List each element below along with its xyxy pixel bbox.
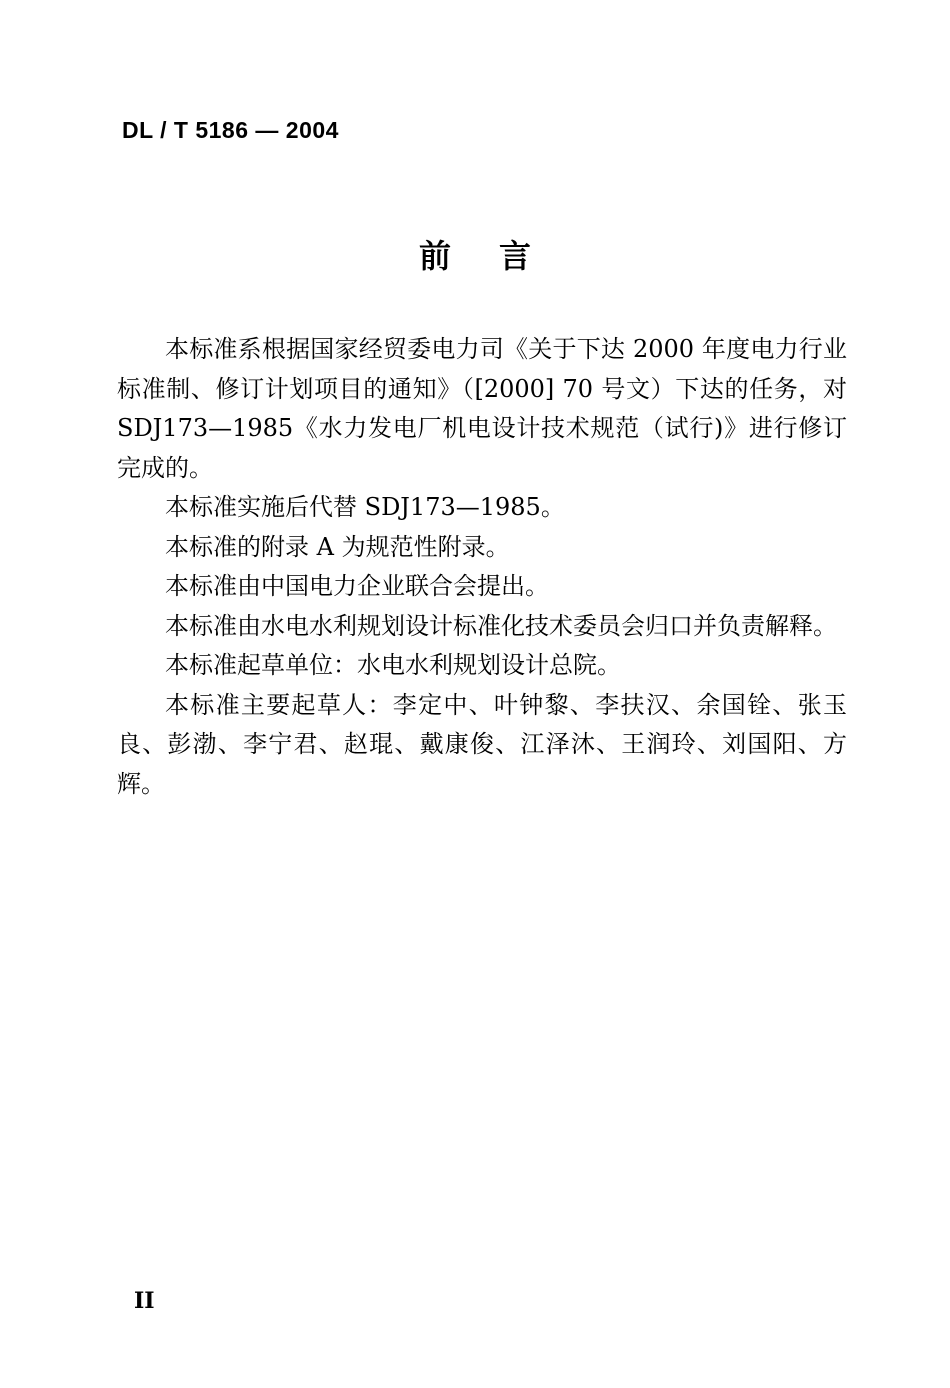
- paragraph-revision-basis: 本标准系根据国家经贸委电力司《关于下达 2000 年度电力行业标准制、修订计划项目的通知》（[2000] 70 号文）下达的任务，对 SDJ173—1985《水力发电厂机电设计技术规范（试行)》进行修订完成的。: [117, 335, 847, 482]
- paragraph-interpretation: 本标准由水电水利规划设计标准化技术委员会归口并负责解释。: [165, 611, 837, 640]
- standard-code: DL / T 5186 — 2004: [122, 117, 339, 143]
- paragraph-appendix: 本标准的附录 A 为规范性附录。: [165, 532, 510, 561]
- page-number: II: [134, 1288, 155, 1314]
- paragraph-proposer: 本标准由中国电力企业联合会提出。: [165, 572, 549, 600]
- paragraph-drafters: 本标准主要起草人：李定中、叶钟黎、李扶汉、余国铨、张玉良、彭渤、李宁君、赵琨、戴康俊、江泽沐、王润玲、刘国阳、方辉。: [117, 690, 847, 798]
- paragraph-drafting-unit: 本标准起草单位：水电水利规划设计总院。: [165, 651, 621, 679]
- foreword-body: [117, 330, 847, 804]
- page-title: 前言: [418, 237, 579, 275]
- paragraph-replacement: 本标准实施后代替 SDJ173—1985。: [165, 493, 565, 521]
